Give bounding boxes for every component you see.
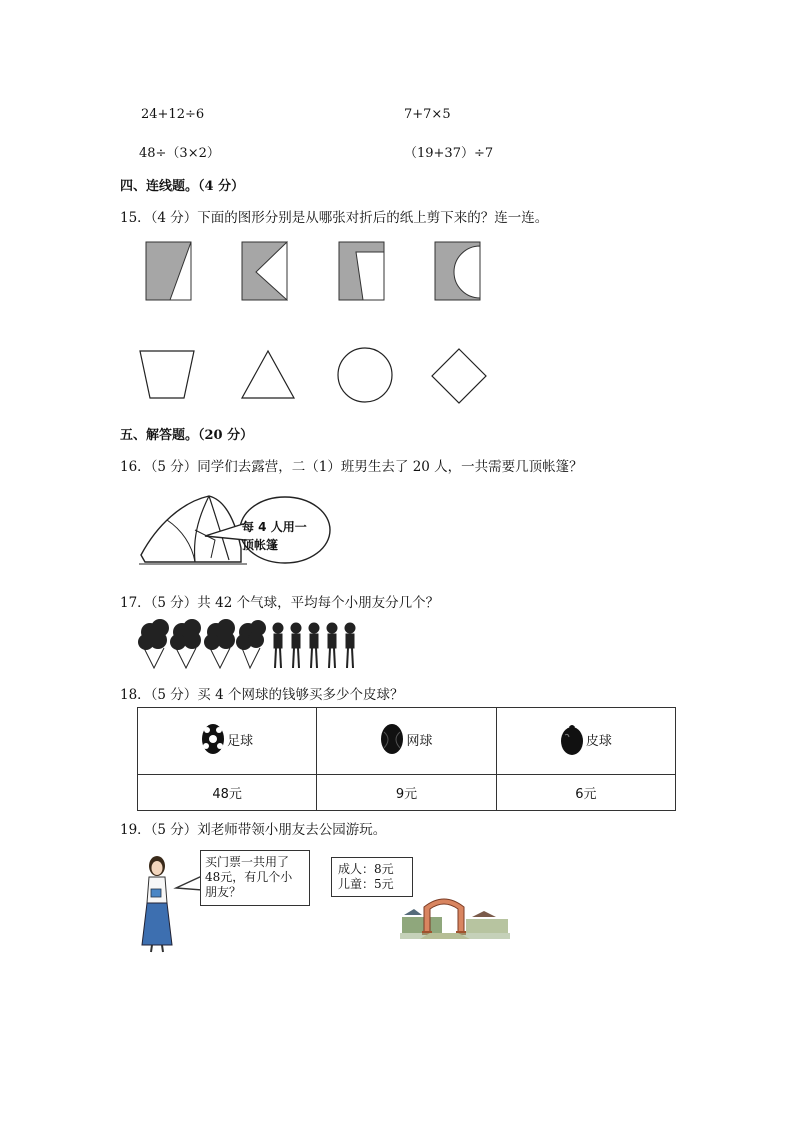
balloon-bunch-1 — [138, 619, 169, 668]
tent-bubble-line-2: 顶帐篷 — [242, 538, 279, 552]
teacher-speech-line-2: 48元，有几个小 — [205, 870, 293, 884]
folded-paper-3 — [339, 242, 384, 300]
children-group — [273, 623, 355, 668]
folded-paper-2 — [242, 242, 287, 300]
tennis-ball-cell — [317, 708, 496, 775]
balloon-bunch-3 — [204, 619, 235, 668]
question-15: 15．（4 分）下面的图形分别是从哪张对折后的纸上剪下来的？连一连。 — [120, 210, 549, 226]
balloon-bunch-4 — [236, 620, 266, 668]
diamond-shape — [432, 349, 486, 403]
expression-3: 48÷（3×2） — [139, 146, 220, 161]
section-4-title: 四、连线题。（4 分） — [120, 179, 245, 194]
ball-price-table — [137, 707, 676, 811]
rubber-ball-price: 6元 — [496, 775, 675, 811]
teacher-speech-bubble — [200, 850, 310, 906]
folded-paper-shapes — [138, 236, 490, 408]
expression-4: （19+37）÷7 — [404, 146, 494, 161]
soccer-ball-price: 48元 — [138, 775, 317, 811]
trapezoid-shape — [140, 351, 194, 398]
child-ticket-price: 儿童：5元 — [338, 877, 394, 891]
teacher-speech-line-1: 买门票一共用了 — [205, 855, 290, 869]
rubber-ball-icon — [560, 721, 584, 757]
soccer-ball-cell — [138, 708, 317, 775]
expression-1: 24+12÷6 — [141, 107, 205, 122]
soccer-ball-icon — [201, 722, 225, 756]
ticket-price-sign — [331, 857, 413, 897]
question-19: 19．（5 分）刘老师带领小朋友去公园游玩。 — [120, 822, 387, 838]
teacher-illustration — [137, 855, 177, 955]
question-16: 16．（5 分）同学们去露营，二（1）班男生去了 20 人，一共需要几顶帐篷？ — [120, 459, 583, 475]
rubber-ball-label: 皮球 — [585, 733, 612, 749]
tennis-ball-price: 9元 — [317, 775, 496, 811]
question-17: 17．（5 分）共 42 个气球，平均每个小朋友分几个？ — [120, 595, 440, 611]
soccer-ball-label: 足球 — [227, 733, 254, 749]
expression-2: 7+7×5 — [404, 107, 451, 122]
tennis-ball-icon — [380, 722, 404, 756]
question-18: 18．（5 分）买 4 个网球的钱够买多少个皮球？ — [120, 687, 404, 703]
section-5-title: 五、解答题。（20 分） — [120, 428, 254, 443]
park-gate-illustration — [400, 893, 510, 939]
circle-shape — [338, 348, 392, 402]
balloon-bunch-2 — [170, 619, 201, 668]
teacher-speech-line-3: 朋友？ — [205, 885, 242, 899]
adult-ticket-price: 成人：8元 — [338, 862, 394, 876]
rubber-ball-cell — [496, 708, 675, 775]
tent-bubble-line-1: 每 4 人用一 — [242, 520, 307, 534]
triangle-shape — [242, 351, 294, 398]
balloons-and-children-illustration — [138, 618, 363, 674]
folded-paper-4 — [435, 242, 480, 300]
tennis-ball-label: 网球 — [406, 733, 433, 749]
speech-bubble-pointer — [176, 876, 202, 896]
folded-paper-1 — [146, 242, 191, 300]
